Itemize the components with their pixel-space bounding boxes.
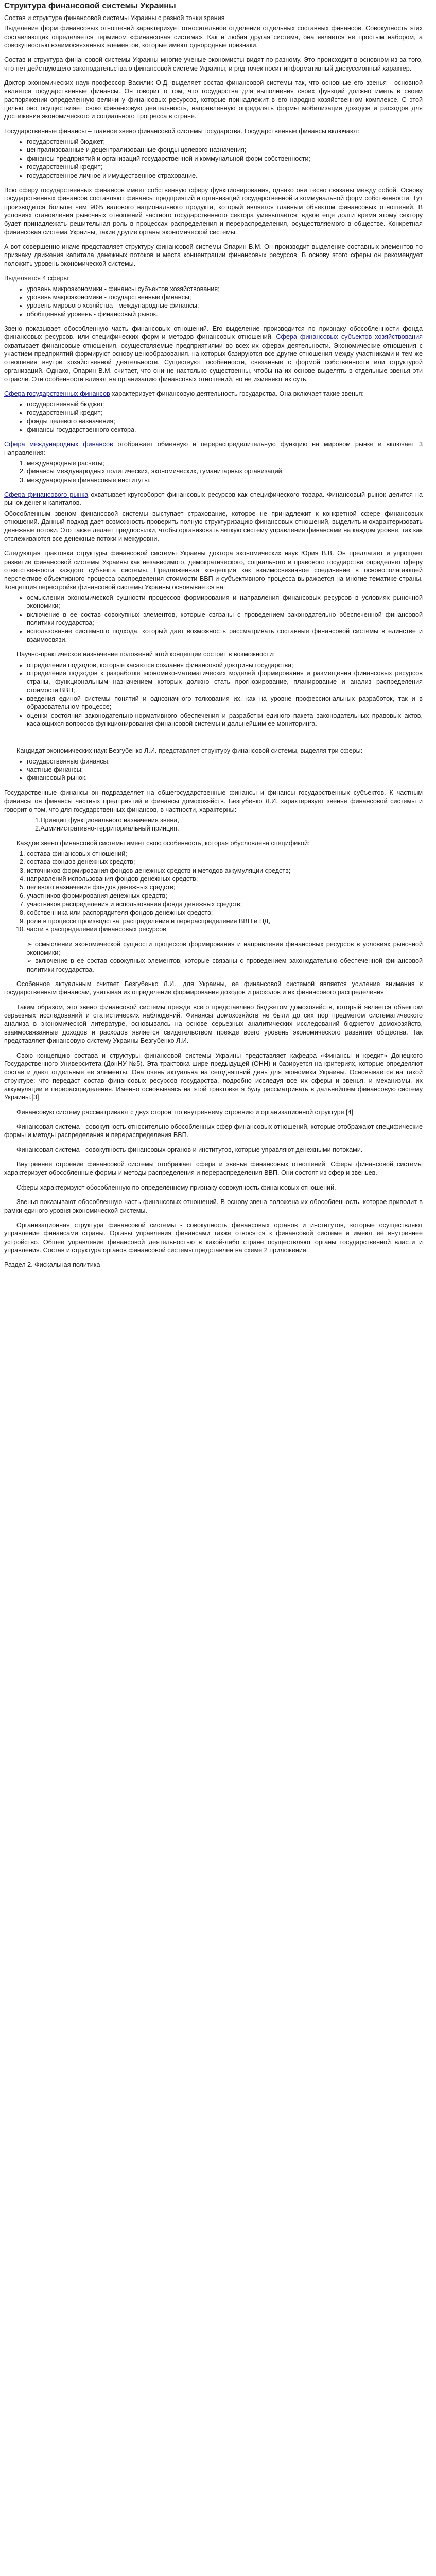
list-item: 6. участников формирования денежных средств; (27, 892, 423, 900)
view2-paragraph: Финансовую систему рассматривают с двух сторон: по внутреннему строению и организационной структуре.[4] (16, 1108, 354, 1116)
section-heading: Раздел 2. Фискальная политика (4, 1261, 100, 1269)
triada-paragraph: Следующая трактовка структуры финансовой системы Украины доктора экономических наук Юрия В.В. Он предлагает и упрощает развитие финансовой системы Украины как независимого, демократического, социального и правового государства определяет сферу ответственности каждого субъекта системы. Предложенная концепция как взаимосвязанное соединение в основополагающей перспективе объективного процесса распределения стоимости ВВП и субъективного процесса выражается на многие тематике страны. Концепция перестройки финансовой системы Украины основывается на: (4, 550, 423, 591)
list-item: 1.Принцип функционального назначения звена, (35, 816, 179, 824)
intro-paragraph-5: Государственные финансы – главное звено финансовой системы государства. Государственные финансы включают: (4, 127, 360, 135)
triada-list (4, 594, 423, 644)
spacer (4, 734, 423, 747)
list-item: 5. целевого назначения фондов денежных средств; (27, 883, 423, 891)
list-item: • оценки состояния законодательно-нормативного обеспечения и разработки единого пакета законодательных правовых актов, касающихся вопросов функционирования финансовой системы и дальнейшим ее мониторинга. (27, 711, 423, 728)
organization-paragraph: Организационная структура финансовой системы - совокупность финансовых органов и институтов, которые осуществляют управление финансами страны. Органы управления финансами также относятся к финансовой системе и имеют её внутреннее устройство. Общее управление финансовой деятельностью в какой-либо стране осуществляют органы государственной власти и управления. Состав и структура органов финансовой системы представлен на схеме 2 приложения. (4, 1221, 423, 1254)
list-item: • частные финансы; (27, 766, 423, 774)
list-item: 3. источников формирования фондов денежных средств и методов аккумуляции средств; (27, 867, 423, 875)
market-text: охватывает кругооборот финансовых ресурсов как специфического товара. Финансовый рынок делится на рынок денег и капиталов. (4, 491, 423, 507)
list-item: 2.Административно-территориальный принцип. (35, 825, 179, 833)
list-item: • государственный кредит; (27, 163, 423, 171)
list-item-text: включение в ее состав совокупных элементов, которые связаны с проведением законодательно обеспеченной финансовой политики государства. (27, 957, 423, 973)
links-paragraph (4, 325, 423, 384)
list-item: 8. собственника или распорядителя фондов денежных средств; (27, 909, 423, 917)
list-item: 2. состава фондов денежных средств; (27, 858, 423, 866)
list-item: • использование системного подхода, который дает возможность рассматривать составные финансовой системы в единстве и взаимосвязи. (27, 627, 423, 644)
intl-text: отображает обменную и перераспределительную функцию на мировом рынке и включает 3 направления: (4, 440, 423, 456)
intro-paragraph-1: Состав и структура финансовой системы Украины с разной точки зрения (4, 14, 225, 22)
list-item: • государственные финансы; (27, 757, 423, 766)
arrow-icon: ➢ (27, 940, 35, 948)
state-links-list (4, 400, 423, 434)
list-item: • фонды целевого назначения; (27, 417, 423, 426)
list-item: • финансовый рынок. (27, 774, 423, 782)
list-item: • государственный кредит; (27, 409, 423, 417)
each-list (4, 850, 423, 934)
intl-list (4, 459, 423, 484)
list-item (27, 957, 423, 974)
scientific-paragraph: Научно-практическое назначение положений этой концепции состоит в возможности: (16, 651, 275, 658)
intl-paragraph (4, 440, 423, 457)
intl-finance-link[interactable]: Сфера международных финансов (4, 440, 113, 448)
candidate-paragraph: Кандидат экономических наук Безгубенко Л.И. представляет структуру финансовой системы, выделяя три сферы: (16, 747, 363, 755)
levels-list (4, 285, 423, 318)
state-def-paragraph: Государственные финансы он подразделяет на общегосударственные финансы и финансы государственных субъектов. К частным финансы он финансы частных предприятий и финансы домохозяйств. Безгубенко Л.И. характеризует звенья финансовой системы и говорит о том, что для государственных финансов, в частности, характерны: (4, 789, 423, 814)
list-item (27, 940, 423, 957)
each-paragraph: Каждое звено финансовой системы имеет свою особенность, которая обусловлена спецификой: (16, 839, 310, 847)
list-item: • осмыслении экономической сущности процессов формирования и направления финансовых ресурсов в условиях рыночной экономики; (27, 594, 423, 611)
definition-2: Финансовая система - совокупность финансовых органов и институтов, которые управляют денежными потоками. (16, 1146, 363, 1154)
list-item: • введения единой системы понятий и однозначного толкования их, как на уровне профессиональных разработок, так и в образовательном процессе; (27, 694, 423, 711)
levels-intro: Выделяется 4 сферы: (4, 275, 71, 282)
scientific-list (4, 661, 423, 728)
list-item-text: осмыслении экономической сущности процессов формирования и направления финансовых ресурсов в условиях рыночной экономики; (27, 940, 423, 956)
article (0, 1, 427, 1269)
page-title: Структура финансовой системы Украины (4, 2, 176, 10)
list-item: 1. состава финансовых отношений; (27, 850, 423, 858)
list-item: 9. роли в процессе производства, распределения и перераспределения ВВП и НД, (27, 917, 423, 925)
list-item: • уровень макроэкономики - государственные финансы; (27, 293, 423, 301)
list-item: • финансы государственного сектора. (27, 426, 423, 434)
list-item: • включение в ее состав совокупных элементов, которые связаны с проведением законодательно обеспеченной финансовой политики государства; (27, 611, 423, 628)
definition-1: Финансовая система - совокупность относительно обособленных сфер финансовых отношений, которые отображают специфические формы и методы распределения и перераспределения ВВП. (4, 1123, 423, 1139)
definition-4: Сферы характеризуют обособленную по определённому признаку совокупность финансовых отношений. (16, 1183, 336, 1191)
intro-paragraph-3: Состав и структура финансовой системы Украины многие ученые-экономисты видят по-разному. Это происходит в основном из-за того, что нет действующего законодательства о финансовой системе Украины, и ряд точек носит информативный дискуссионный характер. (4, 56, 423, 72)
intro-paragraph-2: Выделение форм финансовых отношений характеризует относительное отделение отдельных составных финансов. Совокупность этих составляющих определяется термином «финансовая система». Как и любая другая система, она является не простым набором, а совокупностью взаимосвязанных элементов, которые имеют однородные признаки. (4, 25, 423, 49)
insurance-paragraph: Обособленным звеном финансовой системы выступает страхование, которое не принадлежит к конкретной сфере финансовых отношений. Данный подход дает возможность проверить полную структуризацию финансовых отношений, выделить и охарактеризовать денежные потоки. Это также делает предпосылки, чтобы организовать четкую систему управления финансами на каждом уровне, так как отслеживаются все денежные потоки и межуровни. (4, 510, 423, 543)
candidate-list (4, 757, 423, 783)
list-item: • обобщенный уровень - финансовый рынок. (27, 310, 423, 318)
state-finance-link[interactable]: Сфера государственных финансов (4, 390, 110, 398)
list-item: • определения подходов к разработке экономико-математических моделей формирования и размещения финансовых ресурсов страны, функциональным назначением которых должно стать прогнозирование, планирование и анализ распределения стоимости ВВП; (27, 669, 423, 694)
spheres-paragraph: Всю сферу государственных финансов имеет собственную сферу функционирования, однако они тесно связаны между собой. Основу государственных финансов составляют финансы предприятий и организаций государственной и коммунальной форм собственности. Тут производится больше чем 90% валового национального продукта, который является главным объектом финансовых отношений. В условиях становления рыночных отношений частного государственного сектора уменьшается; вдвое еще долги время этому сектору будет принадлежать решительная роль в процессах распределения и перераспределения, осуществляемого в обществе. Конкретная финансовая система Украины, такие другие органы экономической системы. (4, 186, 423, 236)
list-item: 7. участников распределения и использования фонда денежных средств; (27, 900, 423, 908)
list-item: • государственный бюджет; (27, 138, 423, 146)
concept-paragraph: Свою концепцию состава и структуры финансовой системы Украины представляет кафедра «Финансы и кредит» Донецкого Государственного Университета (ДонНУ №5). Эта трактовка шире предыдущей (ОНН) и базируется на критериях, которые определяют состав и дают отдельные ее элементы. Она очень актуальна на сегодняшний день для экономики Украины. Основывается на такой структуре: что передаст состав финансовых ресурсов государства, подробно исследуя все их сферы и звенья, и механизмы, их аккумуляции и перераспределения. Именно основываясь на этой трактовке я буду рассматривать в дальнейшем финансовую систему Украины.[3] (4, 1052, 423, 1101)
list-item: • государственное личное и имущественное страхование. (27, 172, 423, 180)
definition-3: Внутреннее строение финансовой системы отображает сфера и звенья финансовых отношений. Сферы финансовой системы характеризует обособленные формы и методы распределения и перераспределения ВВП. Они состоят из сфер и звеньев. (4, 1161, 423, 1177)
market-link[interactable]: Сфера финансового рынка (4, 491, 89, 499)
intro-paragraph-4: Доктор экономических наук профессор Василик О.Д. выделяет состав финансовой системы так, что основные его звенья - основной является государственные финансы. Он говорит о том, что государства для выполнения своих функций должно иметь в своем распоряжении определенную величину финансовых ресурсов, которые принадлежит в его народно-хозяйственном комплексе. С этой целью оно осуществляет свою финансовую деятельность, направленную определять формы мобилизации доходов и расходов для достижения экономического и социального прогресса в стране. (4, 79, 423, 121)
budget-paragraph: Особенное актуальным считает Безгубенко Л.И., для Украины, ее финансовой системой является усиление внимания к государственным финансам, учитывая их определение формирования доходов и расходов и их финансового распределения. (4, 980, 423, 996)
subjects-link[interactable]: Сфера финансовых субъектов хозяйствования (276, 333, 423, 341)
definition-5: Звенья показывают обособленную часть финансовых отношений. В основу звена положена их обособленность, которое приводит в рамки единого уровня экономической системы. (4, 1198, 423, 1214)
state-text: характеризует финансовую деятельность государства. Она включает такие звенья: (112, 390, 364, 398)
list-item: • уровень мирового хозяйства - международные финансы; (27, 301, 423, 310)
list-item: • определения подходов, которые касаются создания финансовой доктрины государства; (27, 661, 423, 669)
list-item: • государственный бюджет; (27, 400, 423, 409)
extra-list (4, 940, 423, 974)
links-text-b: охватывает финансовые отношения, осуществляемые предприятиями во всех их сферах деятельности. Экономические отношения с участием предприятий формируют основу ценообразования, на которых базируются все другие отношения между участниками и тем же отношения внутри хозяйственной деятельности. Существуют особенности, связанные с формой собственности или структурой организаций. Однако, Опарин В.М. считает, что они не настолько существенны, чтобы на их основе выделять в отдельные звенья эти отрасли. Эти особенности влияют на организацию финансовых отношений, но не изменяют их суть. (4, 342, 423, 383)
list-item: 2. финансы международных политических, экономических, гуманитарных организаций; (27, 467, 423, 476)
list-item: • уровень микроэкономики - финансы субъектов хозяйствования; (27, 285, 423, 293)
list-item: 1. международные расчеты; (27, 459, 423, 467)
state-paragraph (4, 389, 423, 398)
links-text-a: Звено показывает обособленную часть финансовых отношений. Его выделение производится по признаку обособленности фонда финансовых ресурсов, или специфических форм и методов финансовых отношений. (4, 325, 423, 341)
list-item: 10. части в распределении финансовых ресурсов (27, 925, 423, 934)
list-item: • централизованные и децентрализованные фонды целевого назначения; (27, 146, 423, 154)
market-paragraph (4, 490, 423, 507)
list-item: 3. международные финансовые институты. (27, 476, 423, 484)
list-item: • финансы предприятий и организаций государственной и коммунальной форм собственности; (27, 155, 423, 163)
state-finance-list (4, 138, 423, 180)
state-def-list (4, 816, 423, 833)
view-paragraph: Таким образом, это звено финансовой системы прежде всего представлено бюджетом домохозяйств, который является объектом серьезных исследований и статистических наблюдений. Финансы домохозяйств не были до сих пор предметом систематического анализа в экономической литературе, основываясь на основе серьезных аналитических исследований бюджетом домохозяйств, взаимосвязанные доходов и расходов является свидетельством прежде всего уровень экономического развития общества. Так представляет финансовую систему Украины Безгубенко Л.И. (4, 1003, 423, 1045)
arrow-icon: ➢ (27, 957, 36, 965)
author-paragraph: А вот совершенно иначе представляет структуру финансовой системы Опарин В.М. Он производит выделение составных элементов по признаку движения капитала денежных потоков и места концентрации финансовых ресурсов. В основу этого сферы он рекомендует положить уровень экономической системы. (4, 243, 423, 267)
list-item: 4. направлений использования фондов денежных средств; (27, 875, 423, 883)
